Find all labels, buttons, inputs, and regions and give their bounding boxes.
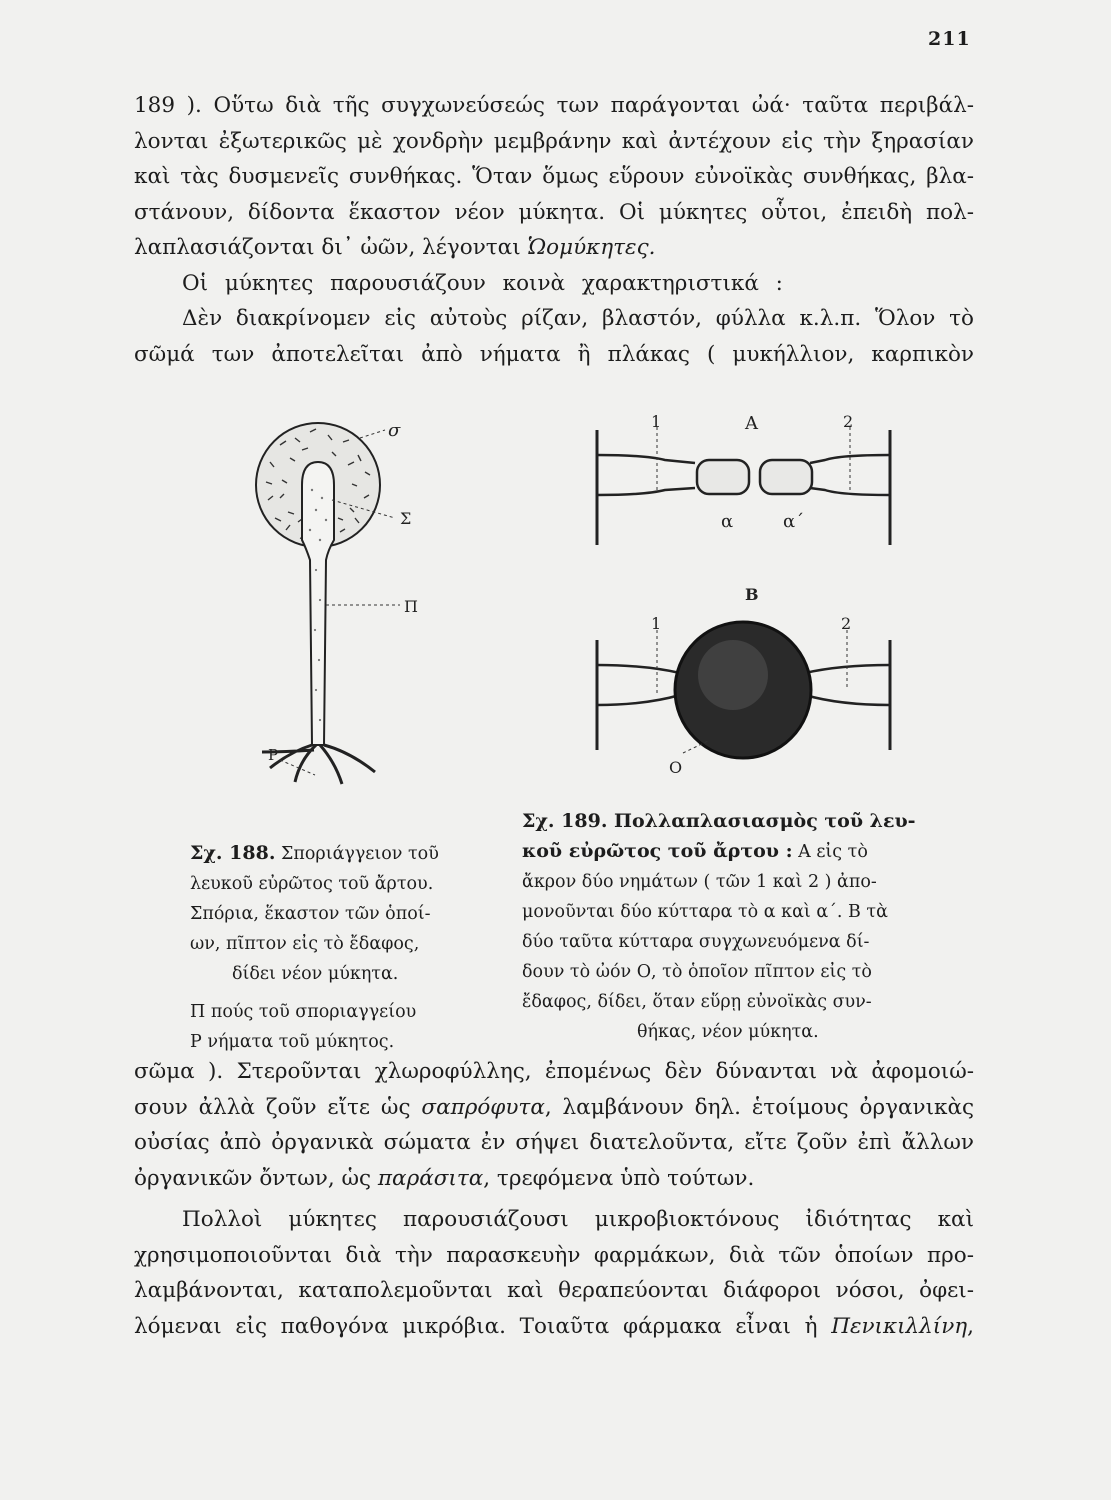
label-B: Β (745, 585, 759, 604)
text-line: Πολλοὶ μύκητες παρουσιάζουσι μικροβιοκτόνους ἰδιότητας καὶ (182, 1207, 974, 1232)
text-line (134, 1090, 974, 1126)
caption-line: θήκας, νέον μύκητα. (637, 1022, 819, 1042)
text-line: Δὲν διακρίνομεν εἰς αὐτοὺς ρίζαν, βλαστόν, φύλλα κ.λ.π. Ὅλον τὸ (182, 306, 974, 331)
label-a-prime: α΄ (783, 511, 805, 532)
figure-188-sporangium (240, 400, 440, 790)
text-fragment: λαπλασιάζονται δι᾽ ὠῶν, λέγονται (134, 235, 528, 260)
text-line: στάνουν, δίδοντα ἕκαστον νέον μύκητα. Οἱ μύκητες οὗτοι, ἐπειδὴ πολ- (134, 199, 974, 225)
legend-line: Ρ νήματα τοῦ μύκητος. (190, 1032, 395, 1052)
label-1-top: 1 (651, 412, 662, 431)
label-2-top: 2 (843, 412, 854, 431)
label-egg: Ο (669, 758, 683, 777)
text-line: οὐσίας ἀπὸ ὀργανικὰ σώματα ἐν σήψει διατελοῦντα, εἴτε ζοῦν ἐπὶ ἄλλων (134, 1130, 974, 1155)
text-line: λαμβάνονται, καταπολεμοῦνται καὶ θεραπεύονται διάφοροι νόσοι, ὀφει- (134, 1278, 974, 1303)
text-line (134, 230, 974, 266)
label-A: Α (745, 413, 758, 434)
caption-line: ἄκρον δύο νημάτων ( τῶν 1 καὶ 2 ) ἀπο- (522, 872, 877, 892)
figure-188-caption (190, 838, 490, 1057)
page-number: 211 (928, 28, 971, 50)
text-line: σῶμα ). Στεροῦνται χλωροφύλλης, ἐπομένως δὲν δύνανται νὰ ἀφομοιώ- (134, 1059, 974, 1084)
text-fragment: σουν ἀλλὰ ζοῦν εἴτε ὡς (134, 1094, 422, 1120)
text-line: 189 ). Οὕτω διὰ τῆς συγχωνεύσεώς των παράγονται ὠά· ταῦτα περιβάλ- (134, 93, 974, 118)
legend-line: Π πούς τοῦ σποριαγγείου (190, 1002, 417, 1022)
oomycetes-term: Ὡομύκητες. (527, 235, 656, 260)
stage-a-drawing (597, 427, 890, 545)
caption-title-cont: κοῦ εὐρῶτος τοῦ ἄρτου : (522, 840, 793, 862)
features-intro: Οἱ μύκητες παρουσιάζουν κοινὰ χαρακτηριστικά : (182, 270, 783, 296)
text-line: λονται ἐξωτερικῶς μὲ χονδρὴν μεμβράνην καὶ ἀντέχουν εἰς τὴν ξηρασίαν (134, 128, 974, 154)
caption-line: δύο ταῦτα κύτταρα συγχωνευόμενα δί- (522, 932, 870, 952)
top-paragraph (134, 88, 974, 372)
label-sporangium: Σ (400, 509, 412, 528)
caption-line: λευκοῦ εὐρῶτος τοῦ ἄρτου. (190, 874, 434, 894)
text-fragment: , (967, 1313, 974, 1339)
label-1-bottom: 1 (651, 614, 662, 633)
label-spores: σ (388, 420, 401, 441)
text-line: χρησιμοποιοῦνται διὰ τὴν παρασκευὴν φαρμάκων, διὰ τῶν ὁποίων προ- (134, 1242, 974, 1268)
parasites-term: παράσιτα (377, 1165, 484, 1191)
caption-title: Σχ. 189. Πολλαπλασιασμὸς τοῦ λευ- (522, 810, 916, 832)
caption-line: μονοῦνται δύο κύτταρα τὸ α καὶ α΄. Β τὰ (522, 902, 888, 922)
label-a: α (721, 511, 734, 532)
text-line: καὶ τὰς δυσμενεῖς συνθήκας. Ὅταν ὅμως εὕρουν εὐνοϊκὰς συνθήκας, βλα- (134, 164, 974, 189)
figure-189-caption (522, 806, 977, 1047)
text-fragment: ὀργανικῶν ὄντων, ὡς (134, 1165, 378, 1191)
text-fragment: , λαμβάνουν δηλ. ἑτοίμους ὀργανικὰς (544, 1094, 974, 1120)
caption-line: ων, πῖπτον εἰς τὸ ἔδαφος, (190, 934, 420, 954)
text-fragment: λόμεναι εἰς παθογόνα μικρόβια. Τοιαῦτα φάρμακα εἶναι ἡ (134, 1313, 832, 1339)
caption-text: Σποριάγγειον τοῦ (281, 844, 439, 864)
caption-line: δουν τὸ ὠόν Ο, τὸ ὁποῖον πῖπτον εἰς τὸ (522, 962, 872, 982)
caption-line: ἔδαφος, δίδει, ὅταν εὕρῃ εὐνοϊκὰς συν- (522, 992, 872, 1012)
penicillin-term: Πενικιλλίνη (831, 1313, 968, 1339)
caption-line (190, 838, 490, 869)
caption-line: Σπόρια, ἕκαστον τῶν ὁποί- (190, 904, 431, 924)
caption-title: Σχ. 188. (190, 842, 276, 864)
label-rhizoids: Ρ (268, 746, 279, 764)
stage-b-drawing (597, 622, 890, 758)
saprophytes-term: σαπρόφυτα (421, 1094, 545, 1120)
figure-189-reproduction (585, 405, 915, 785)
text-fragment: , τρεφόμενα ὑπὸ τούτων. (483, 1165, 755, 1191)
caption-line (522, 836, 977, 867)
bottom-paragraph (134, 1054, 974, 1344)
caption-text: Α εἰς τὸ (792, 842, 868, 862)
label-stalk: Π (404, 597, 418, 616)
text-line (134, 1161, 974, 1197)
text-line (134, 1309, 974, 1345)
text-line: σῶμά των ἀποτελεῖται ἀπὸ νήματα ἢ πλάκας ( μυκήλλιον, καρπικὸν (134, 341, 974, 367)
sporangium-drawing (256, 423, 400, 784)
label-2-bottom: 2 (841, 614, 852, 633)
caption-line: δίδει νέον μύκητα. (232, 964, 399, 984)
